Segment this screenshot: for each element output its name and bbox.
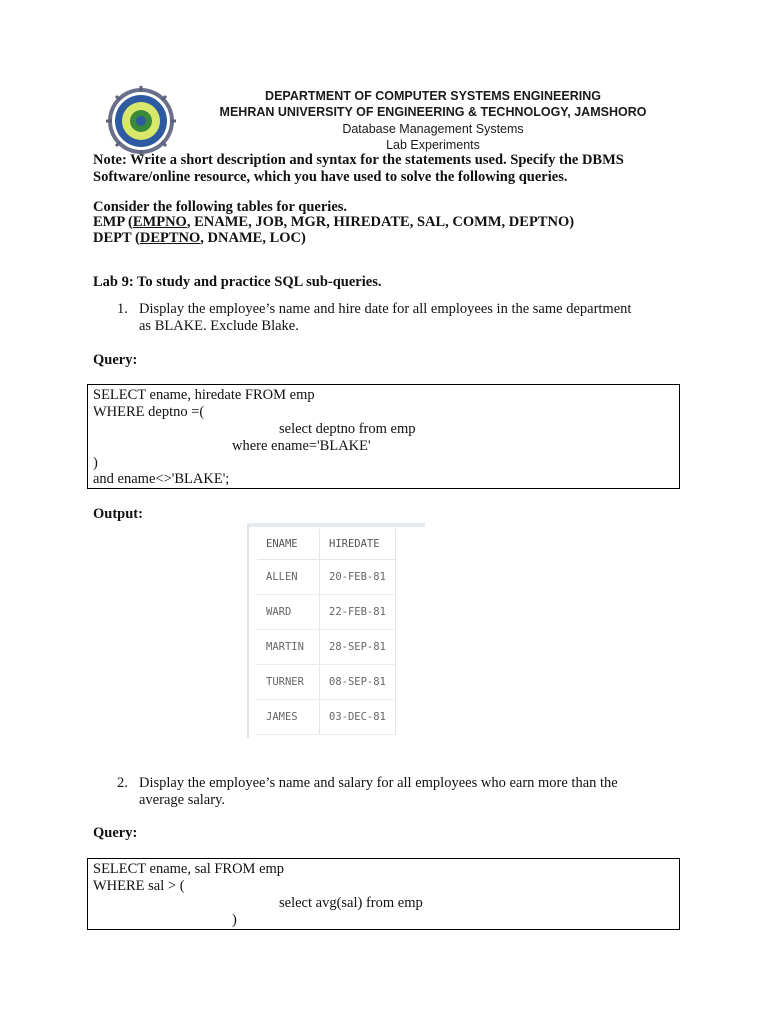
note-line-1: Note: Write a short description and syntax for the statements used. Specify the DBMS	[93, 152, 624, 168]
code-line: )	[93, 455, 98, 471]
q2-text-line-1: Display the employee’s name and salary for all employees who earn more than the	[139, 775, 618, 791]
cell-ename: ALLEN	[257, 560, 320, 595]
table-row	[257, 560, 395, 595]
q1-text-line-2: as BLAKE. Exclude Blake.	[139, 318, 299, 334]
header-department: DEPARTMENT OF COMPUTER SYSTEMS ENGINEERING	[265, 89, 601, 103]
table-header-row	[257, 529, 395, 560]
note-line-2: Software/online resource, which you have used to solve the following queries.	[93, 169, 568, 185]
table-row	[257, 700, 395, 735]
schema-emp-key: EMPNO	[132, 214, 187, 230]
q1-query-label: Query:	[93, 352, 138, 368]
code-line: SELECT ename, hiredate FROM emp	[93, 387, 315, 403]
code-line: SELECT ename, sal FROM emp	[93, 861, 285, 877]
q2-query-label: Query:	[93, 825, 138, 841]
schema-emp-prefix: EMP (	[93, 214, 133, 230]
code-line: WHERE deptno =(	[93, 404, 205, 420]
code-line: select deptno from emp	[279, 421, 416, 437]
code-line: where ename='BLAKE'	[232, 438, 371, 454]
header-course: Database Management Systems	[342, 122, 524, 136]
cell-ename: JAMES	[257, 700, 320, 735]
cell-hiredate: 28-SEP-81	[320, 630, 396, 665]
cell-hiredate: 22-FEB-81	[320, 595, 396, 630]
header-university: MEHRAN UNIVERSITY OF ENGINEERING & TECHNOLOGY, JAMSHORO	[219, 105, 647, 119]
column-header-ename: ENAME	[257, 529, 320, 560]
schema-dept-key: DEPTNO	[139, 230, 201, 246]
q1-number: 1.	[117, 301, 128, 317]
q1-output-label: Output:	[93, 506, 143, 522]
cell-ename: MARTIN	[257, 630, 320, 665]
schema-dept	[93, 230, 306, 246]
q1-text-line-1: Display the employee’s name and hire date for all employees in the same department	[139, 301, 632, 317]
q1-code-box	[87, 384, 680, 489]
schema-emp-rest: , ENAME, JOB, MGR, HIREDATE, SAL, COMM, DEPTNO)	[186, 214, 575, 230]
schema-dept-rest: , DNAME, LOC)	[200, 230, 306, 246]
cell-hiredate: 03-DEC-81	[320, 700, 396, 735]
cell-ename: TURNER	[257, 665, 320, 700]
column-header-hiredate: HIREDATE	[320, 529, 396, 560]
table-row	[257, 665, 395, 700]
schema-dept-prefix: DEPT (	[93, 230, 140, 246]
cell-ename: WARD	[257, 595, 320, 630]
lab-title: Lab 9: To study and practice SQL sub-queries.	[93, 274, 382, 290]
results-table	[257, 529, 396, 735]
table-row	[257, 630, 395, 665]
code-line: and ename<>'BLAKE';	[93, 471, 230, 487]
consider-text: Consider the following tables for queries.	[93, 199, 348, 215]
q1-output-table	[247, 523, 425, 738]
cell-hiredate: 20-FEB-81	[320, 560, 396, 595]
q2-text-line-2: average salary.	[139, 792, 226, 808]
code-line: select avg(sal) from emp	[279, 895, 423, 911]
table-row	[257, 595, 395, 630]
code-line: )	[232, 912, 237, 928]
q2-code-box	[87, 858, 680, 930]
q2-number: 2.	[117, 775, 128, 791]
cell-hiredate: 08-SEP-81	[320, 665, 396, 700]
schema-emp	[93, 214, 574, 230]
code-line: WHERE sal > (	[93, 878, 185, 894]
header-subtitle: Lab Experiments	[386, 138, 480, 152]
